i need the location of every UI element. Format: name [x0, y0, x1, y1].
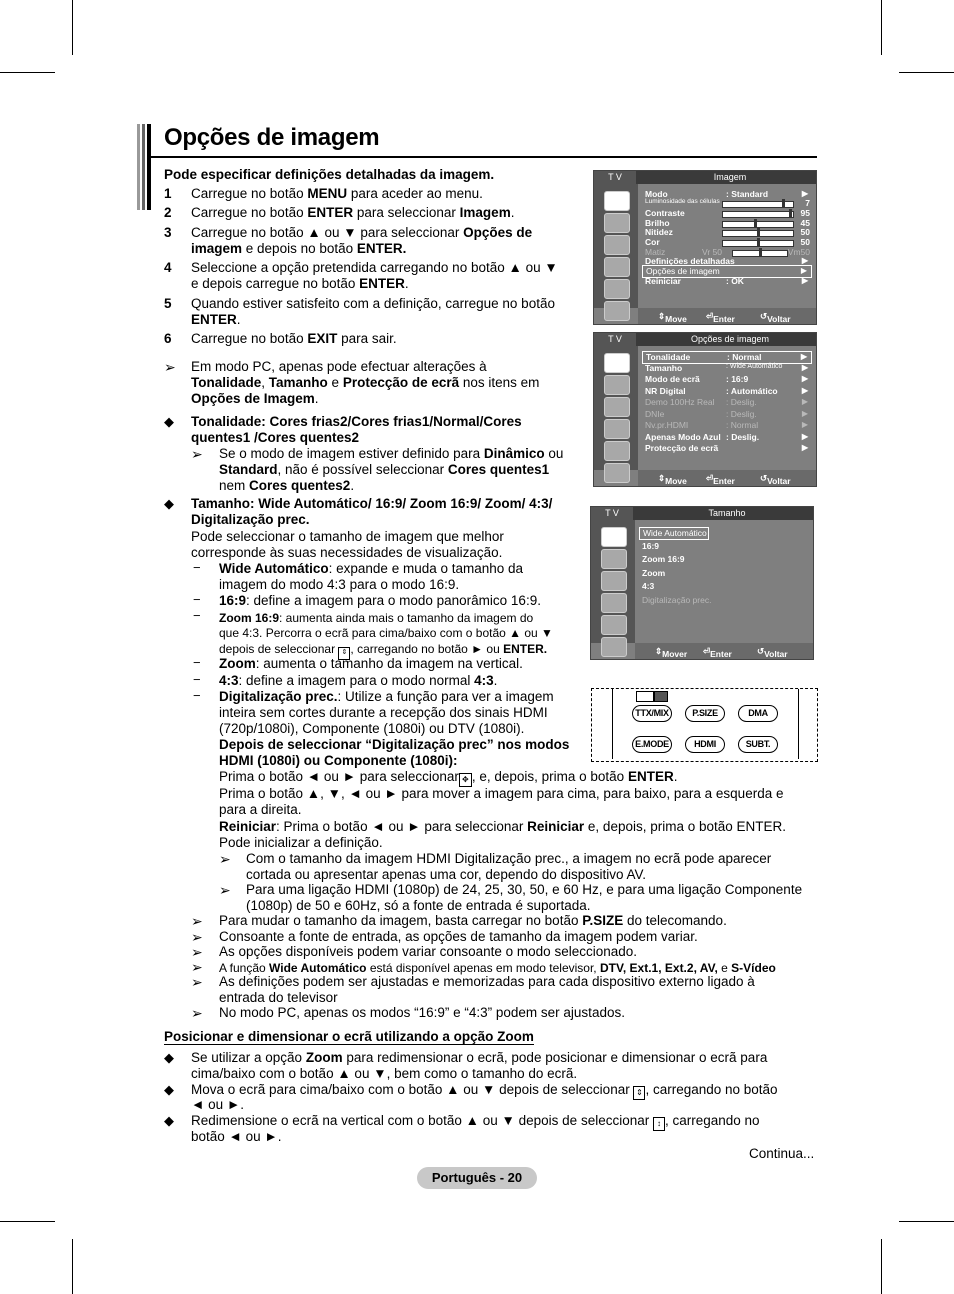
slider-thumb[interactable] — [782, 199, 785, 208]
osd-sidebar — [591, 520, 635, 643]
step-text: Carregue no botão ▲ ou ▼ para seleccionar Opções de — [191, 225, 533, 240]
slider-bar — [722, 201, 794, 208]
osd-title: Opções de imagem — [690, 334, 770, 344]
digital-icon — [604, 301, 630, 321]
channel-icon — [604, 397, 630, 417]
note-memory-2: entrada do televisor — [219, 990, 338, 1005]
setup-gear-icon — [604, 257, 630, 277]
crop-mark — [0, 1221, 55, 1222]
zoom169-item-3: depois de seleccionar ⇕ , carregando no botão ► ou ENTER. — [219, 641, 547, 660]
step-text: Seleccione a opção pretendida carregando no botão ▲ ou ▼ — [191, 260, 558, 275]
osd-row-cor[interactable]: Cor 50 — [645, 237, 810, 247]
bullet-diamond-icon: ◆ — [164, 1113, 174, 1128]
tonalidade-note: Se o modo de imagem estiver definido para Dinâmico ou — [219, 446, 564, 461]
position-icon: ✥ — [459, 773, 472, 787]
note-arrow-icon: ➢ — [191, 974, 203, 990]
zoom-bullet-3-line2: botão ◄ ou ►. — [191, 1129, 282, 1144]
emode-button[interactable]: E.MODE — [632, 736, 672, 753]
input-icon — [601, 615, 627, 635]
hdmi-note-4: (1080p) de 50 e 60Hz, só a fonte de entrada é suportada. — [246, 898, 591, 913]
psize-button[interactable]: P.SIZE — [685, 705, 725, 722]
note-arrow-icon: ➢ — [191, 1005, 203, 1021]
crop-mark — [881, 0, 882, 55]
note-options: As opções disponíveis podem variar consoante o modo seleccionado. — [219, 944, 637, 959]
osd-row[interactable]: Modo de ecrã : 16:9 ▶ — [645, 374, 808, 384]
digital-icon — [601, 637, 627, 657]
osd-row[interactable]: Zoom 16:9 — [642, 554, 685, 564]
picture-icon — [601, 527, 627, 547]
osd-row: Demo 100Hz Real : Deslig. ▶ — [645, 397, 808, 407]
osd-title: Imagem — [713, 172, 747, 182]
note-arrow-icon: ➢ — [191, 913, 203, 929]
sound-icon — [604, 213, 630, 233]
picture-icon — [604, 353, 630, 373]
osd-row[interactable]: Apenas Modo Azul : Deslig. ▶ — [645, 431, 808, 442]
note-arrow-icon: ➢ — [219, 851, 231, 867]
dash-bullet: − — [193, 688, 201, 703]
osd-tamanho-menu — [590, 506, 814, 660]
zoom-bullet-1: Se utilizar a opção Zoom para redimensionar o ecrã, pode posicionar e dimensionar o ecrã para — [191, 1050, 768, 1065]
step-text: Quando estiver satisfeito com a definição, carregue no botão — [191, 296, 555, 311]
s169-item: 16:9: define a imagem para o modo panorâmico 16:9. — [219, 593, 541, 608]
input-icon — [604, 441, 630, 461]
osd-row[interactable]: Tonalidade : Normal ▶ — [642, 351, 812, 364]
subt-button[interactable]: SUBT. — [738, 736, 778, 753]
osd-sidebar — [594, 346, 638, 470]
osd-footer: ⇕ Move ⏎ Enter ↺ Voltar — [638, 470, 816, 486]
dig-item-8: para a direita. — [219, 802, 302, 817]
setup-gear-icon — [604, 419, 630, 439]
teletext-mix-icon — [654, 691, 668, 702]
osd-row[interactable]: 4:3 — [642, 581, 655, 591]
remote-control-illustration — [591, 688, 818, 762]
sound-icon — [601, 549, 627, 569]
dig-item-7: Prima o botão ▲, ▼, ◄ ou ► para mover a imagem para cima, para baixo, para a esquerda e — [219, 786, 784, 801]
osd-row[interactable]: Protecção de ecrã ▶ — [645, 443, 808, 453]
osd-tv-label: T V — [591, 507, 633, 520]
step-text: imagem e depois no botão ENTER. — [191, 241, 407, 256]
dig-item-2: inteira sem cortes durante a recepção dos sinais HDMI — [219, 705, 548, 720]
step-text: Carregue no botão EXIT para sair. — [191, 331, 397, 346]
zoom-bullet-2: Mova o ecrã para cima/baixo com o botão ▲ ou ▼ depois de seleccionar ⇕ , carregando no botão — [191, 1082, 778, 1100]
dash-bullet: − — [193, 672, 201, 687]
slider-bar — [722, 240, 794, 247]
title-rule — [151, 156, 817, 158]
dig-item-9: Reiniciar: Prima o botão ◄ ou ► para seleccionar Reiniciar e, depois, prima o botão ENTER. — [219, 819, 787, 834]
bullet-diamond-icon: ◆ — [164, 1050, 174, 1065]
bullet-diamond-icon: ◆ — [164, 496, 174, 511]
slider-bar — [722, 230, 794, 237]
crop-mark — [72, 0, 73, 55]
step-number: 4 — [164, 260, 172, 275]
zoom-bullet-3: Redimensione o ecrã na vertical com o botão ▲ ou ▼ depois de seleccionar ↕ , carregando no — [191, 1113, 760, 1131]
osd-row: DNIe : Deslig. ▶ — [645, 408, 808, 419]
step-text: e depois carregue no botão ENTER. — [191, 276, 409, 291]
osd-row-contraste[interactable]: Contraste 95 — [645, 208, 810, 218]
osd-row-definicoes[interactable]: Definições detalhadas ▶ — [645, 256, 808, 266]
zoom-item: Zoom: aumenta o tamanho da imagem na vertical. — [219, 656, 523, 671]
note-arrow-icon: ➢ — [191, 446, 203, 462]
osd-row-opcoes[interactable]: Opções de imagem ▶ — [642, 265, 812, 278]
step-text: Carregue no botão MENU para aceder ao menu. — [191, 186, 483, 201]
page-title: Opções de imagem — [164, 124, 380, 151]
note-memory: As definições podem ser ajustadas e memorizadas para cada dispositivo externo ligado à — [219, 974, 755, 989]
hdmi-button[interactable]: HDMI — [685, 736, 725, 753]
slider-bar — [722, 211, 794, 218]
step-number: 1 — [164, 186, 172, 201]
osd-imagem-menu — [593, 170, 817, 325]
zoom169-item-2: que 4:3. Percorra o ecrã para cima/baixo com o botão ▲ ou ▼ — [219, 626, 553, 640]
crop-mark — [899, 1221, 954, 1222]
osd-tv-label: T V — [594, 333, 636, 346]
osd-row-reiniciar[interactable]: Reiniciar : OK ▶ — [645, 276, 808, 286]
tamanho-desc-2: corresponde às suas necessidades de visualização. — [191, 545, 503, 560]
note-arrow-icon: ➢ — [191, 959, 203, 975]
osd-row[interactable]: Wide Automático — [639, 527, 709, 540]
dig-item: Digitalização prec.: Utilize a função para ver a imagem — [219, 689, 554, 704]
osd-row: Nv.pr.HDMI : Normal ▶ — [645, 420, 808, 430]
dig-item-4: Depois de seleccionar “Digitalização prec” nos modos — [219, 737, 570, 752]
picture-icon — [604, 191, 630, 211]
osd-tv-label: T V — [594, 171, 636, 184]
sound-icon — [604, 375, 630, 395]
ttx-mix-button[interactable]: TTX/MIX — [632, 705, 672, 722]
hdmi-note: Com o tamanho da imagem HDMI Digitalização prec., a imagem no ecrã pode aparecer — [246, 851, 772, 866]
size-icon: ↕ — [653, 1117, 665, 1131]
bullet-diamond-icon: ◆ — [164, 1082, 174, 1097]
intro-text: Pode especificar definições detalhadas da imagem. — [164, 167, 495, 182]
digital-icon — [604, 463, 630, 483]
page-footer: Português - 20 — [417, 1167, 537, 1189]
note-arrow-icon: ➢ — [219, 882, 231, 898]
pc-note-line2: Tonalidade, Tamanho e Protecção de ecrã nos itens em — [191, 375, 540, 390]
crop-mark — [899, 72, 954, 73]
tonalidade-note-2: Standard, não é possível seleccionar Cores quentes1 — [219, 462, 550, 477]
slider-thumb[interactable] — [757, 238, 760, 247]
s43-item: 4:3: define a imagem para o modo normal 4:3. — [219, 673, 498, 688]
dig-item-6: Prima o botão ◄ ou ► para seleccionar ✥ , e, depois, prima o botão ENTER. — [219, 769, 677, 787]
osd-row[interactable]: Tamanho : Wide Automático ▶ — [645, 362, 808, 373]
step-number: 2 — [164, 205, 172, 220]
zoom-bullet-1-line2: cima/baixo com o botão ▲ ou ▼, bem como o tamanho do ecrã. — [191, 1066, 578, 1081]
wide-item-2: imagem do modo 4:3 para o modo 16:9. — [219, 577, 460, 592]
position-icon: ⇕ — [633, 1086, 645, 1100]
crop-mark — [0, 72, 55, 73]
dash-bullet: − — [193, 608, 201, 623]
dash-bullet: − — [193, 592, 201, 607]
tonalidade-note-3: nem Cores quentes2. — [219, 478, 355, 493]
zoom-section-heading: Posicionar e dimensionar o ecrã utilizando a opção Zoom — [164, 1029, 534, 1044]
pc-note: Em modo PC, apenas pode efectuar alterações à — [191, 359, 487, 374]
position-icon: ⇕ — [338, 647, 350, 660]
osd-title: Tamanho — [708, 508, 746, 518]
tonalidade-heading: Tonalidade: Cores frias2/Cores frias1/Normal/Cores — [191, 414, 522, 429]
pc-note-line3: Opções de Imagem. — [191, 391, 319, 406]
bullet-diamond-icon: ◆ — [164, 414, 174, 429]
zoom-bullet-2-line2: ◄ ou ►. — [191, 1097, 244, 1112]
crop-mark — [72, 1239, 73, 1294]
osd-row-nitidez[interactable]: Nitidez 50 — [645, 227, 810, 237]
channel-icon — [601, 571, 627, 591]
note-source: Consoante a fonte de entrada, as opções de tamanho da imagem podem variar. — [219, 929, 698, 944]
slider-thumb[interactable] — [757, 228, 760, 237]
hdmi-note-2: cortada ou apresentar apenas uma cor, dependo do dispositivo AV. — [246, 867, 647, 882]
osd-row[interactable]: 16:9 — [642, 540, 660, 551]
channel-icon — [604, 235, 630, 255]
osd-footer: ⇕ Move ⏎ Enter ↺ Voltar — [638, 308, 816, 324]
dig-item-10: Pode inicializar a definição. — [219, 835, 383, 850]
step-text: Carregue no botão ENTER para seleccionar Imagem. — [191, 205, 515, 220]
continua-text: Continua... — [749, 1146, 815, 1161]
osd-row-luminosidade[interactable]: Luminosidade das células 7 — [645, 198, 810, 208]
osd-row-brilho[interactable]: Brilho 45 — [645, 218, 810, 228]
tamanho-heading: Tamanho: Wide Automático/ 16:9/ Zoom 16:9/ Zoom/ 4:3/ — [191, 496, 553, 511]
teletext-icon — [636, 691, 654, 702]
osd-row-matiz: Matiz Vr 50 Vm50 — [645, 247, 810, 257]
crop-mark — [881, 1239, 882, 1294]
osd-row[interactable]: Zoom — [642, 567, 666, 578]
osd-row[interactable]: NR Digital : Automático ▶ — [645, 385, 808, 396]
note-arrow-icon: ➢ — [164, 359, 176, 375]
note-psize: Para mudar o tamanho da imagem, basta carregar no botão P.SIZE do telecomando. — [219, 913, 727, 928]
step-number: 5 — [164, 296, 172, 311]
wide-item: Wide Automático: expande e muda o tamanho da — [219, 561, 524, 576]
osd-row: Digitalização prec. — [642, 594, 712, 605]
hdmi-note-3: Para uma ligação HDMI (1080p) de 24, 25, 30, 50, e 60 Hz, e para uma ligação Componente — [246, 882, 803, 897]
note-wide: A função Wide Automático está disponível apenas em modo televisor, DTV, Ext.1, Ext.2, AV, e S-Vídeo — [219, 961, 776, 975]
note-arrow-icon: ➢ — [191, 944, 203, 960]
dash-bullet: − — [193, 560, 201, 575]
dma-button[interactable]: DMA — [738, 705, 778, 722]
dash-bullet: − — [193, 655, 201, 670]
tamanho-heading-2: Digitalização prec. — [191, 512, 310, 527]
step-number: 6 — [164, 331, 172, 346]
osd-footer: ⇕ Mover ⏎ Enter ↺ Voltar — [635, 643, 813, 659]
step-text: ENTER. — [191, 312, 241, 327]
note-arrow-icon: ➢ — [191, 929, 203, 945]
tonalidade-heading-2: quentes1 /Cores quentes2 — [191, 430, 360, 445]
osd-row-modo[interactable]: Modo : Standard ▶ — [645, 189, 808, 199]
dig-item-3: (720p/1080i), Componente (1080i) ou DTV (1080i). — [219, 721, 525, 736]
osd-sidebar — [594, 184, 638, 308]
tamanho-desc: Pode seleccionar o tamanho de imagem que melhor — [191, 529, 504, 544]
note-pc: No modo PC, apenas os modos “16:9” e “4:3” podem ser ajustados. — [219, 1005, 625, 1020]
dig-item-5: HDMI (1080i) ou Componente (1080i): — [219, 753, 458, 768]
zoom169-item: Zoom 16:9: aumenta ainda mais o tamanho da imagem do — [219, 611, 534, 625]
input-icon — [604, 279, 630, 299]
setup-gear-icon — [601, 593, 627, 613]
step-number: 3 — [164, 225, 172, 240]
osd-opcoes-menu — [593, 332, 817, 487]
slider-thumb[interactable] — [789, 209, 792, 218]
